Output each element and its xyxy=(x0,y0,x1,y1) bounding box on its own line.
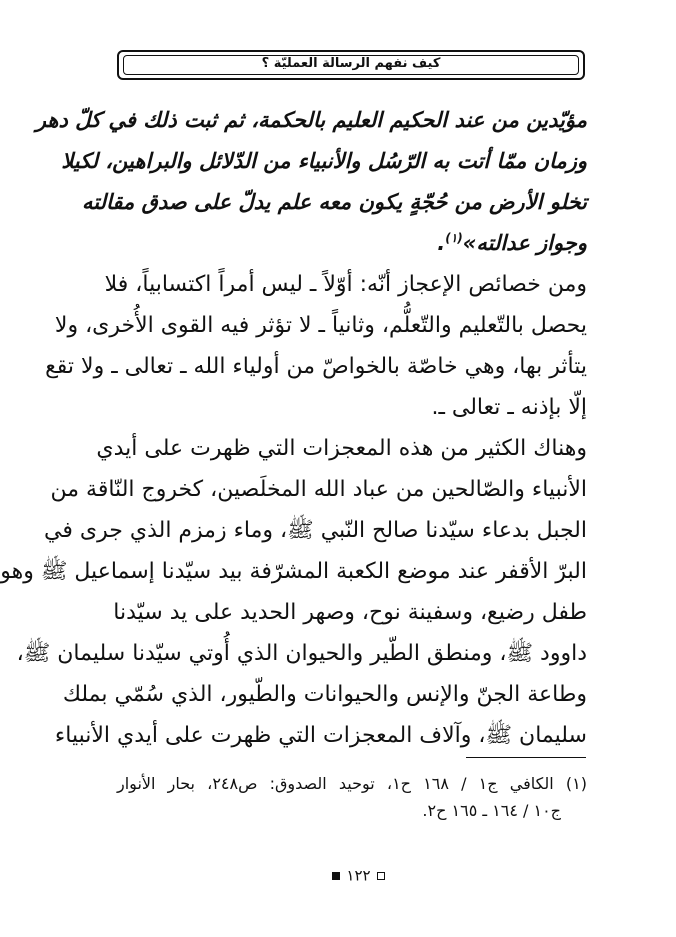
header-title: كيف نفهم الرسالة العمليّة ؟ xyxy=(261,56,441,71)
page-number: ١٢٢ xyxy=(346,866,371,885)
hollow-square-icon xyxy=(377,872,385,880)
text-line: ومن خصائص الإعجاز أنّه: أوّلاً ـ ليس أمراً اكتسابياً، فلا xyxy=(104,272,587,297)
page-footer xyxy=(41,866,676,885)
text-line: وجواز عدالته»$^{(١)}$. xyxy=(437,231,587,255)
running-header xyxy=(117,50,585,80)
text-line: مؤيّدين من عند الحكيم العليم بالحكمة، ثم ثبت ذلك في كلّ دهر xyxy=(35,108,587,132)
text-line: الأنبياء والصّالحين من عباد الله المخلَصين، كخروج النّاقة من xyxy=(50,477,587,502)
filled-square-icon xyxy=(332,872,340,880)
footnotes xyxy=(117,770,587,824)
text-line: يتأثر بها، وهي خاصّة بالخواصّ من أولياء الله ـ تعالى ـ ولا تقع xyxy=(45,354,587,379)
text-line: سليمان ﷺ، وآلاف المعجزات التي ظهرت على أيدي الأنبياء xyxy=(54,723,587,748)
text-line: داوود ﷺ، ومنطق الطّير والحيوان الذي أُوتي سيّدنا سليمان ﷺ، xyxy=(16,641,587,666)
text-line: يحصل بالتّعليم والتّعلُّم، وثانياً ـ لا تؤثر فيه القوى الأُخرى، ولا xyxy=(54,313,587,338)
text-line: البرّ الأقفر عند موضع الكعبة المشرّفة بيد سيّدنا إسماعيل ﷺ وهو xyxy=(0,559,587,584)
main-text xyxy=(0,100,587,756)
text-line: وزمان ممّا أتت به الرّسُل والأنبياء من الدّلائل والبراهين، لكيلا xyxy=(61,149,587,173)
text-line: طفل رضيع، وسفينة نوح، وصهر الحديد على يد سيّدنا xyxy=(113,600,587,625)
footnote-line: (١) الكافي ج١ / ١٦٨ ح١، توحيد الصدوق: ص٢٤٨، بحار الأنوار xyxy=(117,774,587,793)
footnote-line: ج١٠ / ١٦٤ ـ ١٦٥ ح٢. xyxy=(422,801,561,820)
footnote-separator xyxy=(466,757,586,758)
text-line: تخلو الأرض من حُجّةٍ يكون معه علم يدلّ على صدق مقالته xyxy=(81,190,587,214)
text-line: وطاعة الجنّ والإنس والحيوانات والطّيور، الذي سُمّي بملك xyxy=(62,682,587,707)
footnote-reference[interactable]: (١) xyxy=(445,231,463,245)
text-line: وهناك الكثير من هذه المعجزات التي ظهرت على أيدي xyxy=(96,436,587,461)
text-line: الجبل بدعاء سيّدنا صالح النّبي ﷺ، وماء زمزم الذي جرى في xyxy=(44,518,587,543)
text-line: إلّا بإذنه ـ تعالى ـ. xyxy=(431,395,587,420)
